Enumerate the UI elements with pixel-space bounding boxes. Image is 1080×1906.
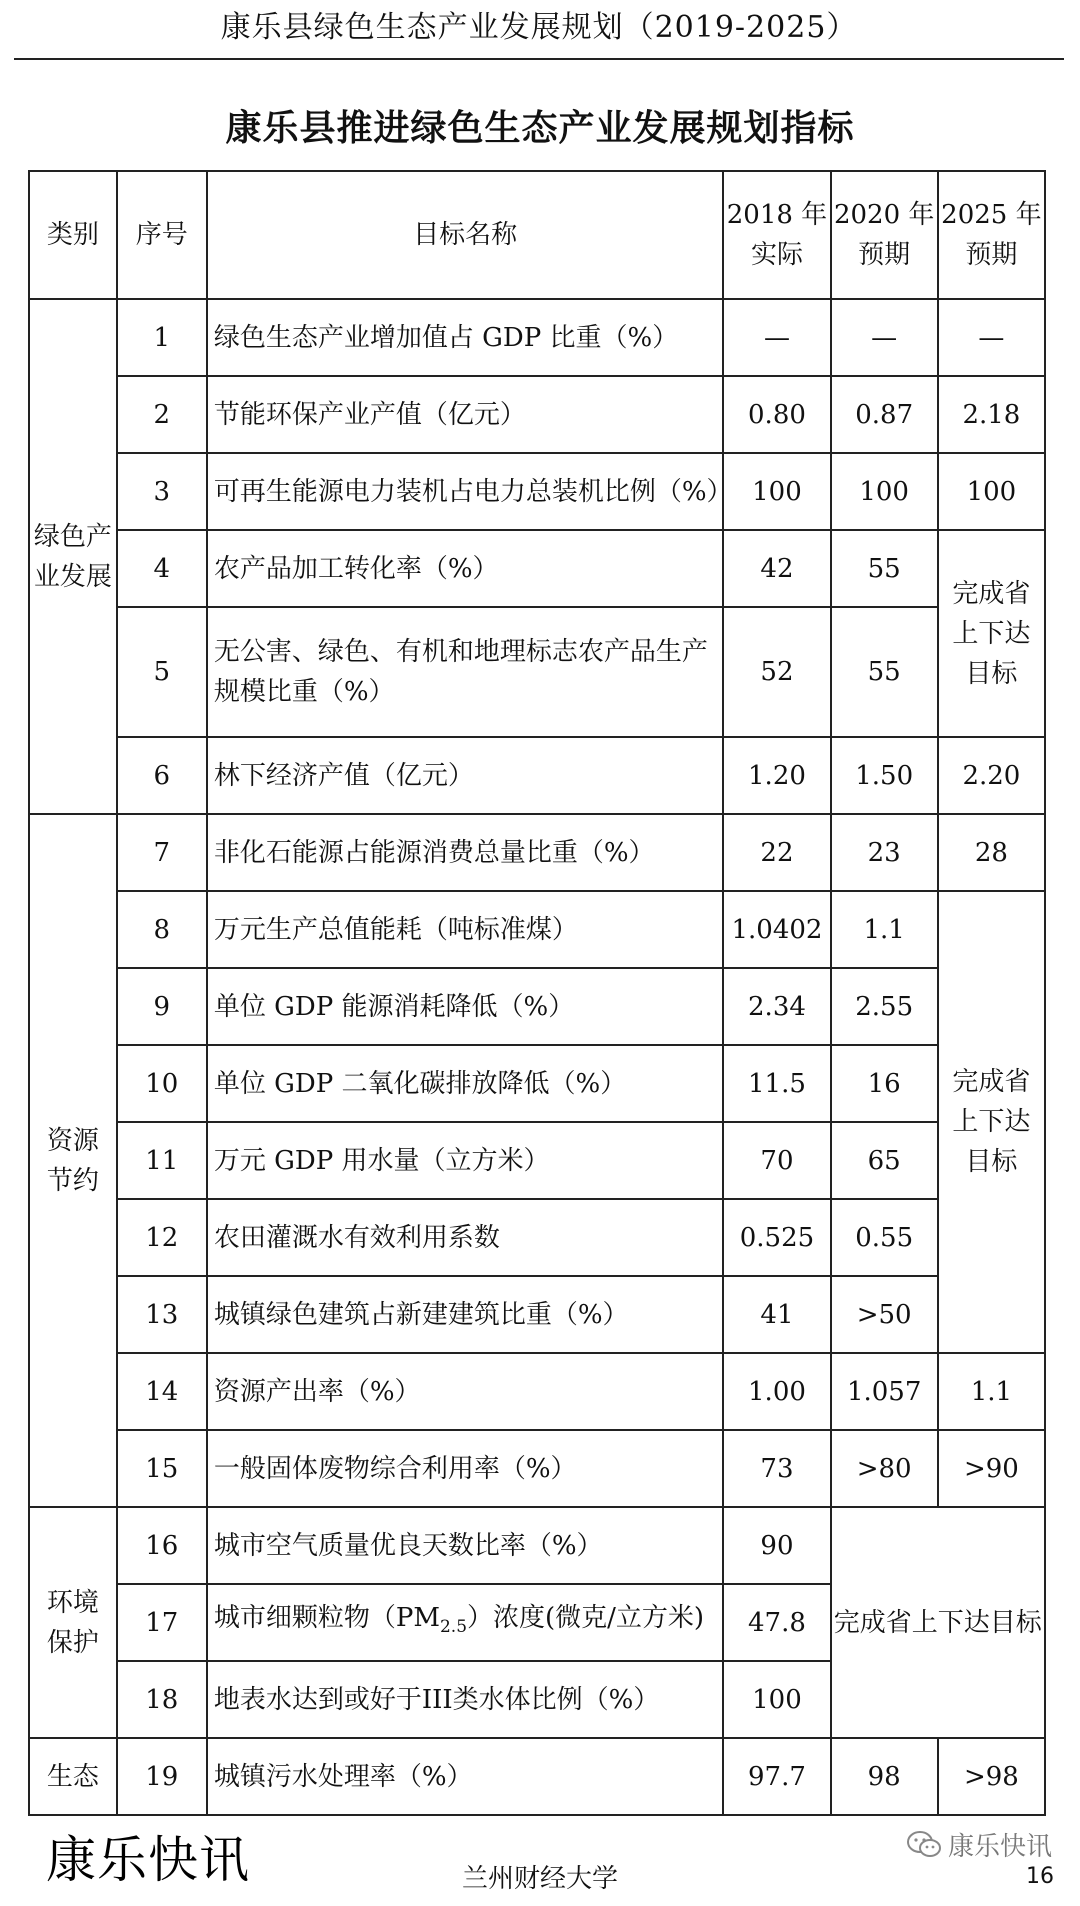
table-row	[29, 299, 1045, 376]
wechat-icon	[906, 1830, 942, 1860]
row-number: 9	[117, 968, 207, 1045]
row-number: 15	[117, 1430, 207, 1507]
row-2018: 97.7	[723, 1738, 830, 1815]
row-number: 3	[117, 453, 207, 530]
table-row	[29, 453, 1045, 530]
row-2020: 1.057	[831, 1353, 938, 1430]
row-number: 12	[117, 1199, 207, 1276]
row-2025: 1.1	[938, 1353, 1045, 1430]
header-2020-kind: 预期	[858, 240, 911, 270]
table-row	[29, 530, 1045, 607]
row-name: 农产品加工转化率（%）	[207, 530, 724, 607]
row-name: 一般固体废物综合利用率（%）	[207, 1430, 724, 1507]
row-name: 非化石能源占能源消费总量比重（%）	[207, 814, 724, 891]
table-row	[29, 814, 1045, 891]
category-green-industry: 绿色产业发展	[29, 299, 117, 814]
table-row	[29, 968, 1045, 1045]
row-number: 7	[117, 814, 207, 891]
row-2020: 1.1	[831, 891, 938, 968]
row-2018: 100	[723, 453, 830, 530]
pm-name-post: ）浓度(微克/立方米)	[467, 1602, 705, 1633]
category-environment: 环境保护	[29, 1507, 117, 1738]
row-number: 5	[117, 607, 207, 737]
watermark-left: 康乐快讯	[46, 1831, 250, 1889]
row-name: 资源产出率（%）	[207, 1353, 724, 1430]
row-2018: 90	[723, 1507, 830, 1584]
row-2025: 28	[938, 814, 1045, 891]
table-row	[29, 737, 1045, 814]
row-name: 节能环保产业产值（亿元）	[207, 376, 724, 453]
table-row	[29, 891, 1045, 968]
row-number: 4	[117, 530, 207, 607]
header-seq: 序号	[117, 171, 207, 299]
running-header	[14, 0, 1064, 60]
page-number: 16	[1026, 1864, 1054, 1889]
row-name: 无公害、绿色、有机和地理标志农产品生产规模比重（%）	[207, 607, 724, 737]
table-row	[29, 1430, 1045, 1507]
row-2020: —	[831, 299, 938, 376]
row-2025: >90	[938, 1430, 1045, 1507]
header-2025-year: 2025 年	[941, 200, 1042, 230]
merged-target-env: 完成省上下达目标	[831, 1507, 1045, 1738]
row-number: 8	[117, 891, 207, 968]
running-title: 康乐县绿色生态产业发展规划（2019-2025）	[220, 10, 858, 45]
pm-name-pre: 城市细颗粒物（PM	[213, 1602, 440, 1633]
row-2020: 16	[831, 1045, 938, 1122]
row-2018: 100	[723, 1661, 830, 1738]
row-2020: >50	[831, 1276, 938, 1353]
row-name: 单位 GDP 能源消耗降低（%）	[207, 968, 724, 1045]
row-2018: 1.20	[723, 737, 830, 814]
table-header-row	[29, 171, 1045, 299]
row-2025: >98	[938, 1738, 1045, 1815]
row-number: 1	[117, 299, 207, 376]
header-2018-year: 2018 年	[726, 200, 828, 230]
row-2020: 100	[831, 453, 938, 530]
row-number: 6	[117, 737, 207, 814]
row-2018: 22	[723, 814, 830, 891]
row-2020: 23	[831, 814, 938, 891]
row-2018: 11.5	[723, 1045, 830, 1122]
wechat-watermark	[906, 1826, 1052, 1863]
row-number: 16	[117, 1507, 207, 1584]
header-category: 类别	[29, 171, 117, 299]
row-2025: 2.18	[938, 376, 1045, 453]
row-2018: —	[723, 299, 830, 376]
row-2025: —	[938, 299, 1045, 376]
row-2020: 1.50	[831, 737, 938, 814]
table-row	[29, 1738, 1045, 1815]
row-2018: 0.80	[723, 376, 830, 453]
header-name: 目标名称	[207, 171, 724, 299]
indicator-table	[28, 170, 1046, 1816]
row-name: 林下经济产值（亿元）	[207, 737, 724, 814]
row-2020: 55	[831, 607, 938, 737]
row-name: 农田灌溉水有效利用系数	[207, 1199, 724, 1276]
row-name: 地表水达到或好于III类水体比例（%）	[207, 1661, 724, 1738]
header-2025-kind: 预期	[965, 240, 1018, 270]
table-row	[29, 607, 1045, 737]
row-name: 绿色生态产业增加值占 GDP 比重（%）	[207, 299, 724, 376]
row-number: 10	[117, 1045, 207, 1122]
row-number: 14	[117, 1353, 207, 1430]
row-name: 万元生产总值能耗（吨标准煤）	[207, 891, 724, 968]
pm-name-sub: 2.5	[439, 1617, 468, 1638]
row-number: 2	[117, 376, 207, 453]
category-ecology: 生态	[29, 1738, 117, 1815]
row-2025: 2.20	[938, 737, 1045, 814]
row-number: 13	[117, 1276, 207, 1353]
row-2018: 73	[723, 1430, 830, 1507]
document-title: 康乐县推进绿色生态产业发展规划指标	[225, 108, 855, 149]
row-2020: 0.55	[831, 1199, 938, 1276]
row-2018: 2.34	[723, 968, 830, 1045]
merged-target-resource-2025: 完成省上下达目标	[938, 891, 1045, 1353]
row-number: 18	[117, 1661, 207, 1738]
table-row	[29, 1507, 1045, 1584]
row-name: 城镇污水处理率（%）	[207, 1738, 724, 1815]
category-resource-saving: 资源节约	[29, 814, 117, 1507]
table-row	[29, 1353, 1045, 1430]
row-2020: 65	[831, 1122, 938, 1199]
row-name: 可再生能源电力装机占电力总装机比例（%）	[207, 453, 724, 530]
table-row	[29, 1045, 1045, 1122]
row-name	[207, 1584, 724, 1661]
row-2018: 42	[723, 530, 830, 607]
header-2020	[831, 171, 938, 299]
row-name: 万元 GDP 用水量（立方米）	[207, 1122, 724, 1199]
merged-target-green-2025: 完成省上下达目标	[938, 530, 1045, 737]
row-2018: 0.525	[723, 1199, 830, 1276]
row-2020: 2.55	[831, 968, 938, 1045]
table-row	[29, 1199, 1045, 1276]
wechat-brand: 康乐快讯	[947, 1832, 1052, 1862]
table-row	[29, 376, 1045, 453]
row-2020: >80	[831, 1430, 938, 1507]
footer-university: 兰州财经大学	[461, 1864, 618, 1894]
row-2018: 1.0402	[723, 891, 830, 968]
row-number: 11	[117, 1122, 207, 1199]
header-2020-year: 2020 年	[833, 200, 935, 230]
row-2025: 100	[938, 453, 1045, 530]
row-2020: 0.87	[831, 376, 938, 453]
row-2018: 70	[723, 1122, 830, 1199]
row-2018: 47.8	[723, 1584, 830, 1661]
header-2018	[723, 171, 830, 299]
row-number: 19	[117, 1738, 207, 1815]
table-row	[29, 1122, 1045, 1199]
table-row	[29, 1276, 1045, 1353]
row-name: 城镇绿色建筑占新建建筑比重（%）	[207, 1276, 724, 1353]
row-2018: 52	[723, 607, 830, 737]
row-2018: 1.00	[723, 1353, 830, 1430]
header-2025	[938, 171, 1045, 299]
row-2020: 55	[831, 530, 938, 607]
row-number: 17	[117, 1584, 207, 1661]
header-2018-kind: 实际	[750, 240, 803, 270]
row-2018: 41	[723, 1276, 830, 1353]
row-2020: 98	[831, 1738, 938, 1815]
row-name: 单位 GDP 二氧化碳排放降低（%）	[207, 1045, 724, 1122]
row-name: 城市空气质量优良天数比率（%）	[207, 1507, 724, 1584]
